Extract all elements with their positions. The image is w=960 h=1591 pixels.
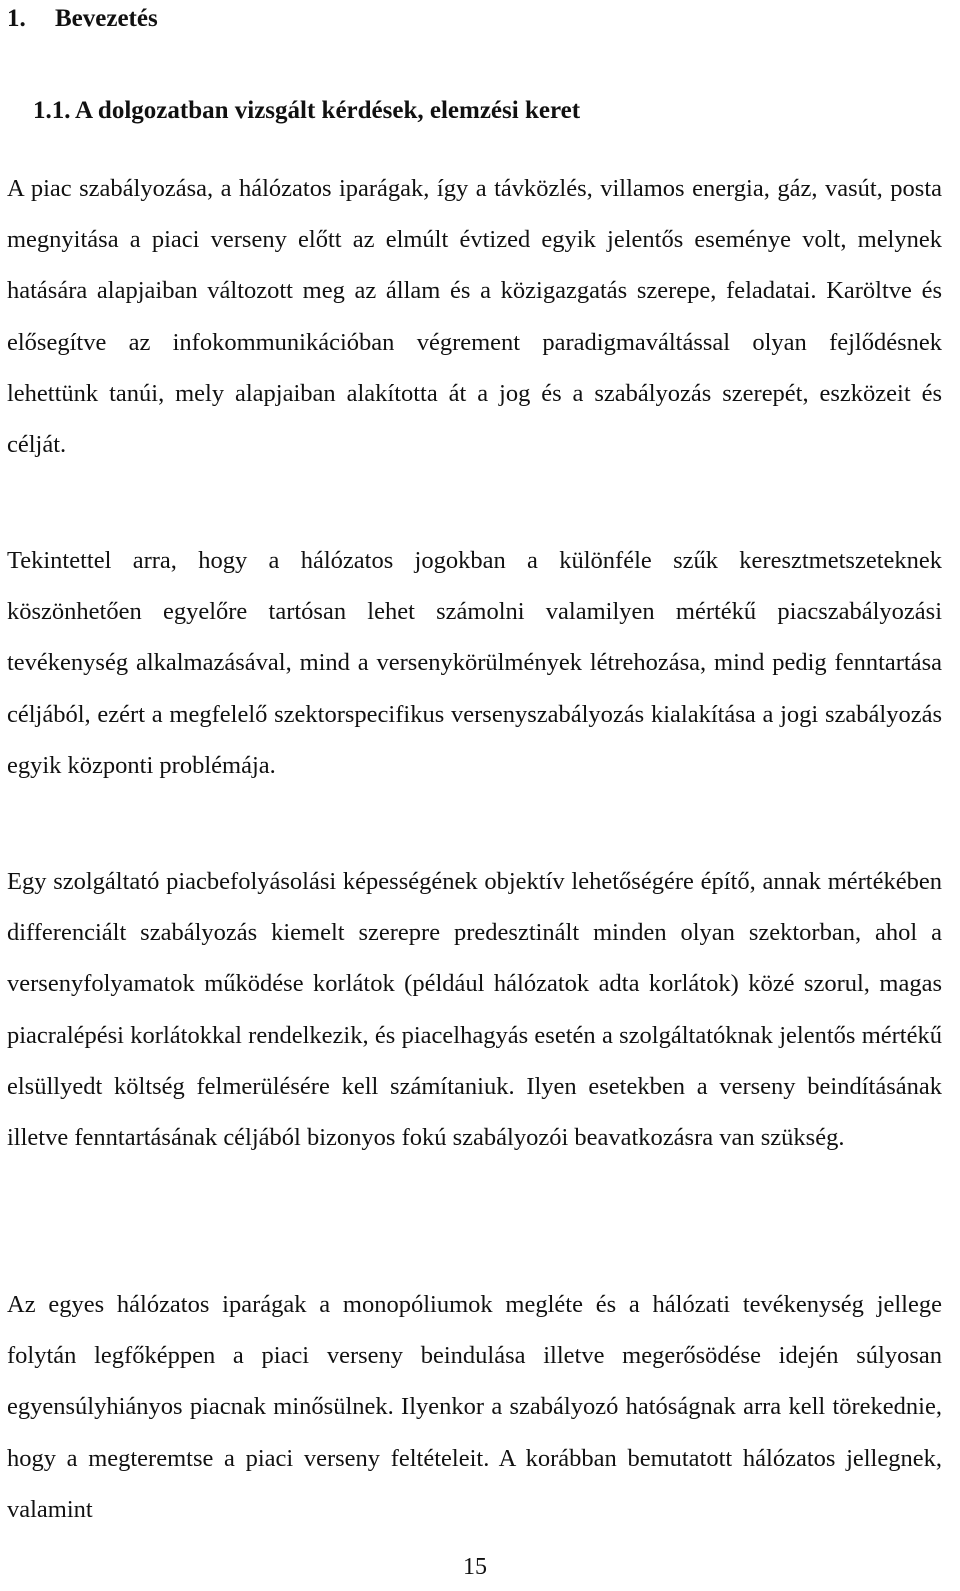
section-number: 1.1. xyxy=(33,97,71,124)
section-heading xyxy=(33,94,580,128)
chapter-title: Bevezetés xyxy=(55,5,158,32)
paragraph: Tekintettel arra, hogy a hálózatos jogokban a különféle szűk keresztmetszeteknek köszönhetően egyelőre tartósan lehet számolni valamilyen mértékű piacszabályozási tevékenység alkalmazásával, mind a versenykörülmények létrehozása, mind pedig fenntartása céljából, ezért a megfelelő szektorspecifikus versenyszabályozás kialakítása a jogi szabályozás egyik központi problémája. xyxy=(7,547,942,779)
paragraph: Egy szolgáltató piacbefolyásolási képességének objektív lehetőségére építő, annak mértékében differenciált szabályozás kiemelt szerepre predesztinált minden olyan szektorban, ahol a versenyfolyamatok működése korlátok (például hálózatok adta korlátok) közé szorul, magas piacralépési korlátokkal rendelkezik, és piacelhagyás esetén a szolgáltatóknak jelentős mértékű elsüllyedt költség felmerülésére kell számítaniuk. Ilyen esetekben a verseny beindításának illetve fenntartásának céljából bizonyos fokú szabályozói beavatkozásra van szükség. xyxy=(7,868,942,1152)
chapter-number: 1. xyxy=(7,5,26,32)
chapter-heading xyxy=(7,2,158,36)
paragraph: A piac szabályozása, a hálózatos iparágak, így a távközlés, villamos energia, gáz, vasút, posta megnyitása a piaci verseny előtt az elmúlt évtized egyik jelentős eseménye volt, melynek hatására alapjaiban változott meg az állam és a közigazgatás szerepe, feladatai. Karöltve és elősegítve az infokommunikációban végrement paradigmaváltással olyan fejlődésnek lehettünk tanúi, mely alapjaiban alakította át a jog és a szabályozás szerepét, eszközeit és célját. xyxy=(7,175,942,459)
page-number: 15 xyxy=(463,1554,487,1580)
section-title: A dolgozatban vizsgált kérdések, elemzési keret xyxy=(75,97,581,124)
paragraph: Az egyes hálózatos iparágak a monopóliumok megléte és a hálózati tevékenység jellege folytán legfőképpen a piaci verseny beindulása illetve megerősödése idején súlyosan egyensúlyhiányos piacnak minősülnek. Ilyenkor a szabályozó hatóságnak arra kell törekednie, hogy a megteremtse a piaci verseny feltételeit. A korábban bemutatott hálózatos jellegnek, valamint xyxy=(7,1291,942,1523)
